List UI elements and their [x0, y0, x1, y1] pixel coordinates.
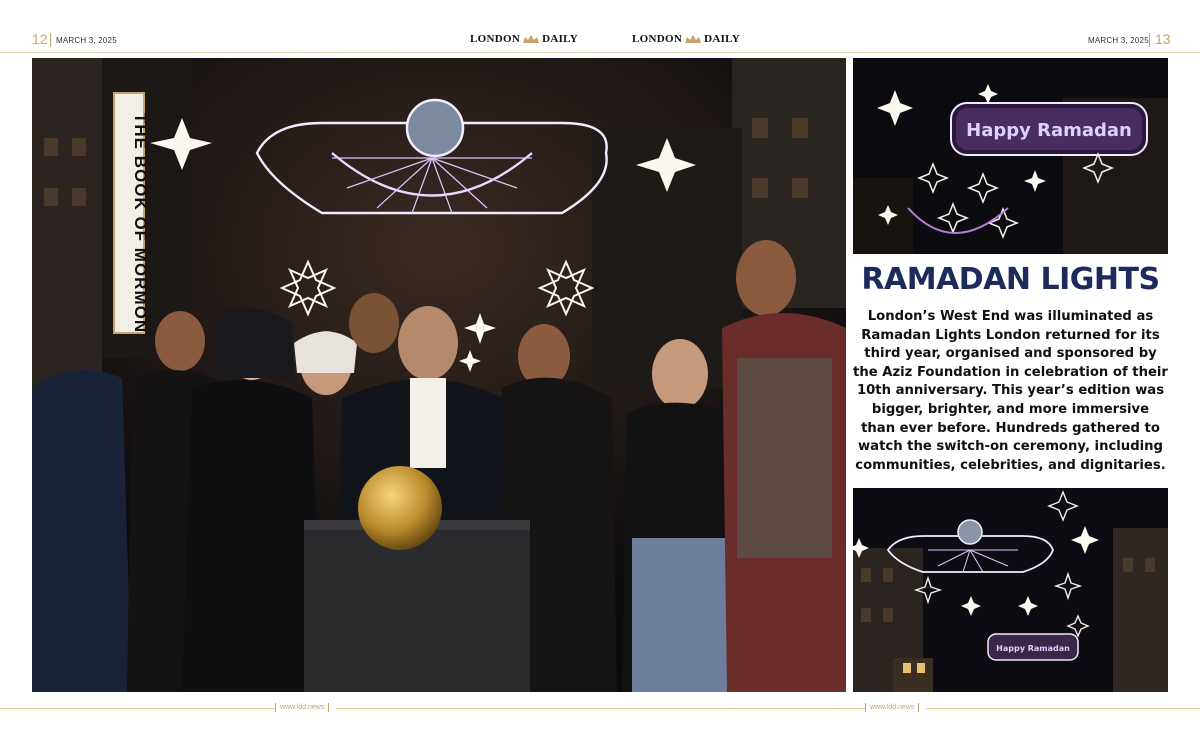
masthead-left-word2: DAILY — [542, 33, 579, 45]
header-rule — [0, 52, 1200, 53]
left-page-number: 12 — [32, 31, 48, 47]
footer-rule-right — [926, 708, 1200, 709]
right-page-number: 13 — [1155, 31, 1171, 47]
left-issue-date: MARCH 3, 2025 — [56, 36, 117, 45]
top-right-photo-illustration — [853, 58, 1168, 254]
left-header-divider — [50, 33, 51, 47]
article-body: London’s West End was illuminated as Ramadan Lights London returned for its third year, organised and sponsored by the Aziz Foundation in celebration of their 10th anniversary. This year’s edition was bigger, brighter, and more immersive than ever before. Hundreds gathered to watch the switch-on ceremony, including communities, celebrities, and dignitaries. — [853, 309, 1168, 473]
crown-icon — [522, 34, 540, 44]
masthead-right-word2: DAILY — [704, 33, 741, 45]
footer-rule-left-a — [0, 708, 275, 709]
main-photo-illustration — [32, 58, 846, 692]
masthead-left — [470, 33, 578, 45]
right-header-divider — [1149, 33, 1150, 47]
crown-icon — [684, 34, 702, 44]
article-headline: RAMADAN LIGHTS — [861, 262, 1160, 297]
masthead-left-word1: LONDON — [470, 33, 521, 45]
masthead-right — [632, 33, 740, 45]
bottom-right-photo — [853, 488, 1168, 692]
footer-rule-left-b — [336, 708, 865, 709]
footer-url-left[interactable]: www.ldd.news — [275, 704, 329, 711]
right-issue-date: MARCH 3, 2025 — [1088, 36, 1149, 45]
masthead-right-word1: LONDON — [632, 33, 683, 45]
main-photo-sign-text: THE BOOK OF MORMON — [131, 113, 150, 334]
main-photo — [32, 58, 846, 692]
footer-url-right[interactable]: www.ldd.news — [865, 704, 919, 711]
top-right-photo — [853, 58, 1168, 254]
top-right-sign-text: Happy Ramadan — [966, 120, 1132, 141]
bottom-right-photo-illustration — [853, 488, 1168, 692]
bottom-right-sign-text: Happy Ramadan — [996, 644, 1070, 653]
